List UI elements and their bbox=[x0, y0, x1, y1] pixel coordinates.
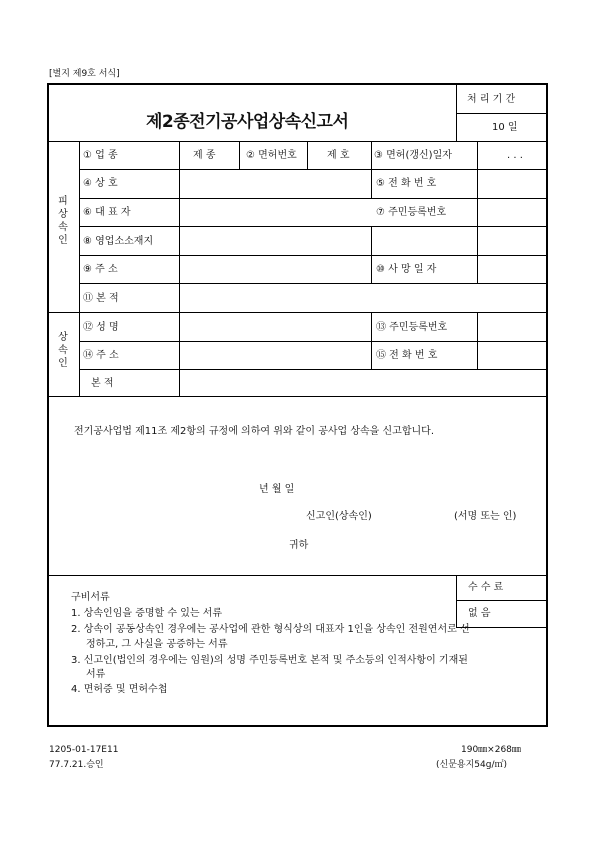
business-type-label: ① 업 종 bbox=[83, 150, 118, 161]
address-label-successor: ⑭ 주 소 bbox=[83, 350, 119, 361]
business-type-value[interactable]: 제 종 bbox=[193, 150, 216, 161]
reporter-label: 신고인(상속인) bbox=[306, 511, 372, 522]
successor-section-label: 상속인 bbox=[58, 332, 68, 369]
representative-label: ⑥ 대 표 자 bbox=[83, 207, 131, 218]
approval-date: 77.7.21.승인 bbox=[49, 760, 104, 770]
signature-label: (서명 또는 인) bbox=[454, 511, 517, 522]
resident-number-label-successor: ⑬ 주민등록번호 bbox=[376, 322, 448, 333]
form-title: 제2종전기공사업상속신고서 bbox=[146, 112, 349, 132]
processing-period-label: 처 리 기 간 bbox=[467, 94, 516, 105]
form-number-label: [별지 제9호 서식] bbox=[49, 69, 120, 79]
resident-number-label-decedent: ⑦ 주민등록번호 bbox=[376, 207, 447, 218]
office-location-label: ⑧ 영업소소재지 bbox=[83, 236, 154, 247]
decedent-section-label: 피상속인 bbox=[58, 196, 68, 246]
required-documents-heading: 구비서류 bbox=[71, 592, 110, 603]
document-item-3: 3. 신고인(법인의 경우에는 임원)의 성명 주민등록번호 본적 및 주소등의 인적사항이 기재된 bbox=[71, 655, 468, 666]
date-line: 년 월 일 bbox=[259, 484, 295, 495]
license-number-label: ② 면허번호 bbox=[246, 150, 297, 161]
trade-name-label: ④ 상 호 bbox=[83, 178, 118, 189]
processing-period-value: 10 일 bbox=[492, 122, 518, 133]
license-number-value[interactable]: 제 호 bbox=[327, 150, 350, 161]
fee-value: 없 음 bbox=[468, 608, 491, 619]
death-date-label: ⑩ 사 망 일 자 bbox=[376, 264, 437, 275]
report-form bbox=[47, 83, 548, 727]
document-item-2-cont: 정하고, 그 사실을 공증하는 서류 bbox=[86, 639, 228, 650]
document-item-4: 4. 면허증 및 면허수첩 bbox=[71, 684, 168, 695]
phone-label-decedent: ⑤ 전 화 번 호 bbox=[376, 178, 437, 189]
document-item-2: 2. 상속이 공동상속인 경우에는 공사업에 관한 형식상의 대표자 1인을 상속인 전원연서로 선 bbox=[71, 624, 470, 635]
declaration-text: 전기공사업법 제11조 제2항의 규정에 의하여 위와 같이 공사업 상속을 신고합니다. bbox=[74, 426, 434, 437]
addressee-label: 귀하 bbox=[289, 540, 309, 551]
fee-label: 수 수 료 bbox=[468, 582, 504, 593]
phone-label-successor: ⑮ 전 화 번 호 bbox=[376, 350, 438, 361]
address-label-decedent: ⑨ 주 소 bbox=[83, 264, 118, 275]
document-item-1: 1. 상속인임을 증명할 수 있는 서류 bbox=[71, 608, 223, 619]
domicile-label-decedent: ⑪ 본 적 bbox=[83, 293, 119, 304]
domicile-label-successor: 본 적 bbox=[91, 378, 114, 389]
document-item-3-cont: 서류 bbox=[86, 669, 106, 680]
paper-spec: (신문용지54g/㎡) bbox=[436, 760, 507, 770]
paper-size: 190㎜×268㎜ bbox=[461, 745, 521, 755]
license-date-label: ③ 면허(갱신)일자 bbox=[374, 150, 452, 161]
form-code: 1205-01-17E11 bbox=[49, 745, 119, 755]
name-label: ⑫ 성 명 bbox=[83, 322, 119, 333]
license-date-value[interactable]: . . . bbox=[507, 150, 523, 161]
